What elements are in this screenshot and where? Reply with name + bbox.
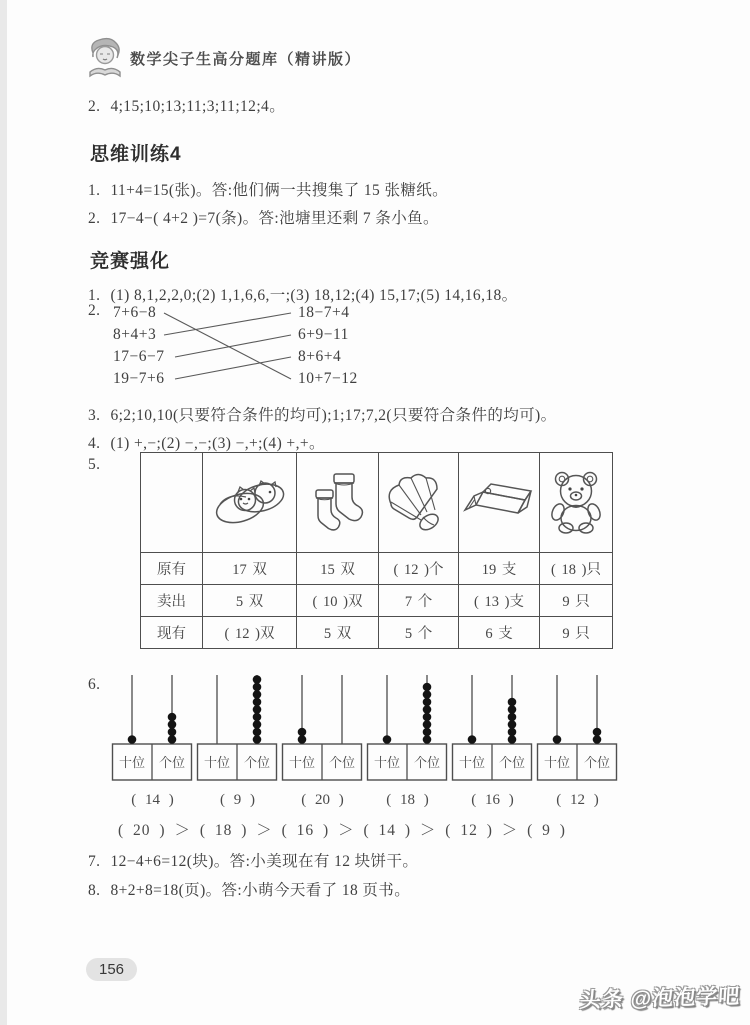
answer-line bbox=[88, 403, 557, 425]
tens-label: 十位 bbox=[118, 755, 146, 770]
abacus-svg bbox=[535, 672, 620, 782]
answer-text: 6;2;10,10(只要符合条件的均可);1;17;7,2(只要符合条件的均可)。 bbox=[110, 407, 557, 424]
tens-label: 十位 bbox=[288, 755, 316, 770]
abacus-value-4: ( 16 ) bbox=[471, 792, 514, 808]
page-number-badge: 156 bbox=[86, 958, 137, 981]
ones-label: 个位 bbox=[498, 755, 526, 770]
match-left-label-3: 19−7+6 bbox=[113, 370, 165, 387]
match-right-label-2: 8+6+4 bbox=[298, 348, 342, 365]
slippers-icon bbox=[212, 470, 288, 536]
abacus-value-0: ( 14 ) bbox=[131, 792, 174, 808]
abacus-svg bbox=[280, 672, 365, 782]
table-cell: ( 13 )支 bbox=[459, 585, 540, 617]
table-column-slippers-icon bbox=[203, 453, 297, 553]
table-column-teddy-bear-icon bbox=[540, 453, 613, 553]
table-cell: 5 双 bbox=[297, 617, 379, 649]
pencil-icon bbox=[461, 470, 537, 536]
comparison-line: ( 20 ) ＞ ( 18 ) ＞ ( 16 ) ＞ ( 14 ) ＞ ( 12 ) ＞ ( 9 ) bbox=[118, 822, 566, 839]
item-number: 2. bbox=[88, 302, 101, 319]
item-number: 5. bbox=[88, 456, 101, 473]
item-number: 2. bbox=[88, 210, 101, 227]
answer-text: 4;15;10;13;11;3;11;12;4。 bbox=[110, 98, 286, 115]
table-cell: ( 12 )双 bbox=[203, 617, 297, 649]
socks-icon bbox=[300, 470, 376, 536]
abacus-4 bbox=[450, 672, 535, 782]
item-number: 6. bbox=[88, 676, 101, 693]
item-number: 3. bbox=[88, 407, 101, 424]
table-cell: 17 双 bbox=[203, 553, 297, 585]
matching-exercise bbox=[113, 302, 453, 394]
table-cell: 19 支 bbox=[459, 553, 540, 585]
table-cell: ( 18 )只 bbox=[540, 553, 613, 585]
table-row bbox=[141, 585, 613, 617]
answer-line bbox=[88, 206, 439, 228]
abacus-5 bbox=[535, 672, 620, 782]
teddy-bear-icon bbox=[540, 468, 612, 538]
ones-label: 个位 bbox=[328, 755, 356, 770]
abacus-0 bbox=[110, 672, 195, 782]
shuttlecock-icon bbox=[381, 470, 457, 536]
section-heading-jingsai: 竞赛强化 bbox=[90, 251, 171, 272]
match-right-label-3: 10+7−12 bbox=[298, 370, 358, 387]
table-row bbox=[141, 617, 613, 649]
abacus-3 bbox=[365, 672, 450, 782]
answer-text: 8+2+8=18(页)。答:小萌今天看了 18 页书。 bbox=[110, 882, 411, 899]
answer-text: 17−4−( 4+2 )=7(条)。答:池塘里还剩 7 条小鱼。 bbox=[110, 210, 439, 227]
ones-label: 个位 bbox=[158, 755, 186, 770]
item-number: 1. bbox=[88, 182, 101, 199]
ones-label: 个位 bbox=[413, 755, 441, 770]
tens-label: 十位 bbox=[458, 755, 486, 770]
match-left-label-2: 17−6−7 bbox=[113, 348, 165, 365]
item-number: 4. bbox=[88, 435, 101, 452]
abacus-svg bbox=[450, 672, 535, 782]
table-cell: 5 双 bbox=[203, 585, 297, 617]
row-label: 卖出 bbox=[141, 585, 203, 617]
abacus-1 bbox=[195, 672, 280, 782]
abacus-diagrams bbox=[110, 672, 620, 782]
table-cell: 15 双 bbox=[297, 553, 379, 585]
ones-label: 个位 bbox=[243, 755, 271, 770]
answer-line bbox=[88, 431, 325, 453]
scan-edge-shadow bbox=[0, 0, 7, 1025]
table-cell: ( 10 )双 bbox=[297, 585, 379, 617]
item-number: 7. bbox=[88, 853, 101, 870]
mascot-icon bbox=[86, 36, 124, 83]
answer-line bbox=[88, 878, 410, 900]
abacus-value-2: ( 20 ) bbox=[301, 792, 344, 808]
tens-label: 十位 bbox=[203, 755, 231, 770]
table-cell: 6 支 bbox=[459, 617, 540, 649]
section-heading-siwei: 思维训练4 bbox=[90, 144, 182, 165]
item-number: 2. bbox=[88, 98, 101, 115]
matching-lines bbox=[113, 302, 453, 394]
answer-text: 12−4+6=12(块)。答:小美现在有 12 块饼干。 bbox=[110, 853, 419, 870]
answer-line-intro bbox=[88, 94, 285, 116]
table-cell: 7 个 bbox=[379, 585, 459, 617]
match-left-label-0: 7+6−8 bbox=[113, 304, 157, 321]
abacus-svg bbox=[195, 672, 280, 782]
table-column-socks-icon bbox=[297, 453, 379, 553]
match-left-label-1: 8+4+3 bbox=[113, 326, 157, 343]
match-right-label-1: 6+9−11 bbox=[298, 326, 349, 343]
abacus-value-5: ( 12 ) bbox=[556, 792, 599, 808]
items-answer-table bbox=[140, 452, 613, 649]
abacus-value-1: ( 9 ) bbox=[220, 792, 255, 808]
abacus-value-3: ( 18 ) bbox=[386, 792, 429, 808]
tens-label: 十位 bbox=[373, 755, 401, 770]
answer-line bbox=[88, 178, 448, 200]
table-cell: 5 个 bbox=[379, 617, 459, 649]
match-right-label-0: 18−7+4 bbox=[298, 304, 350, 321]
abacus-2 bbox=[280, 672, 365, 782]
ones-label: 个位 bbox=[583, 755, 611, 770]
abacus-svg bbox=[365, 672, 450, 782]
row-label: 现有 bbox=[141, 617, 203, 649]
watermark: 头条 @泡泡学吧 bbox=[578, 984, 741, 1013]
table-cell: 9 只 bbox=[540, 617, 613, 649]
table-column-shuttlecock-icon bbox=[379, 453, 459, 553]
row-label: 原有 bbox=[141, 553, 203, 585]
item-number: 8. bbox=[88, 882, 101, 899]
table-cell: ( 12 )个 bbox=[379, 553, 459, 585]
table-row bbox=[141, 553, 613, 585]
abacus-svg bbox=[110, 672, 195, 782]
answer-text: 11+4=15(张)。答:他们俩一共搜集了 15 张糖纸。 bbox=[110, 182, 449, 199]
tens-label: 十位 bbox=[543, 755, 571, 770]
item-number: 1. bbox=[88, 287, 101, 304]
table-column-pencil-icon bbox=[459, 453, 540, 553]
answer-text: (1) +,−;(2) −,−;(3) −,+;(4) +,+。 bbox=[110, 435, 325, 452]
table-corner-cell bbox=[141, 453, 203, 553]
book-title: 数学尖子生高分题库（精讲版） bbox=[130, 51, 362, 68]
table-cell: 9 只 bbox=[540, 585, 613, 617]
answer-line bbox=[88, 849, 418, 871]
abacus-values-row bbox=[110, 792, 620, 809]
answer-text: (1) 8,1,2,2,0;(2) 1,1,6,6,一;(3) 18,12;(4) 15,17;(5) 14,16,18。 bbox=[110, 287, 518, 304]
